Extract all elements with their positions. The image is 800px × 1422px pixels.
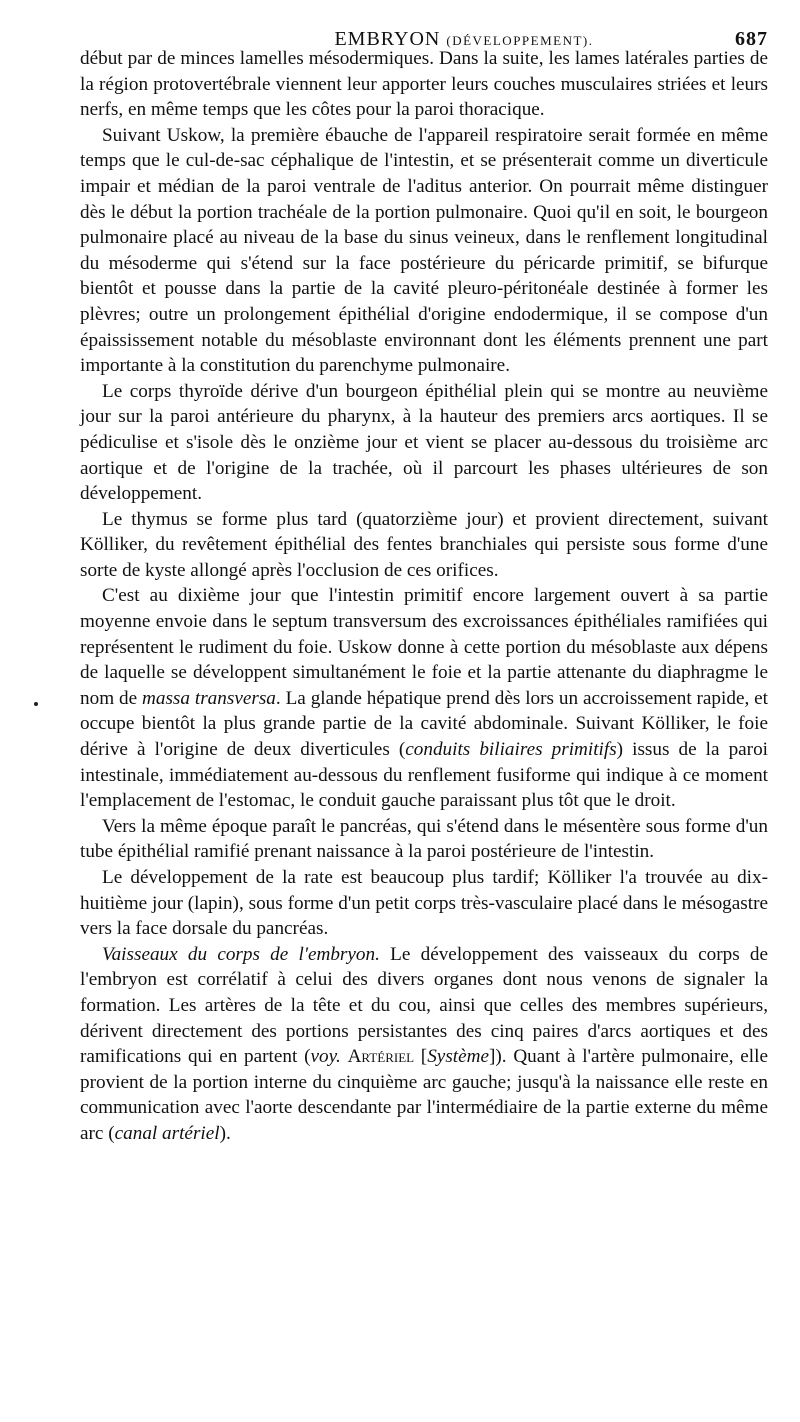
paragraph-8 <box>80 942 768 1147</box>
document-page <box>80 0 768 1422</box>
paragraph-4: Le thymus se forme plus tard (quatorzième jour) et provient directement, suivant Kölliker, du revêtement épithélial des fentes branchiales qui persiste sous forme d'une sorte de kyste allongé après l'occlusion de ces orifices. <box>80 508 768 581</box>
running-head <box>80 0 768 50</box>
paragraph-5-text-a: C'est au dixième jour que l'intestin primitif encore largement ouvert à sa partie moyenne envoie dans le septum transversum des excroissances épithéliales ramifiées qui représentent le rudiment du foie. Uskow donne à cette portion du mésoblaste aux dépens de laquelle se développent simultanément le foie et la partie attenante du diaphragme le nom de <box>80 585 768 709</box>
cross-ref-arteriel: Artériel <box>347 1046 415 1068</box>
paragraph-5 <box>80 583 768 813</box>
cross-ref-bracket: [ <box>414 1046 428 1068</box>
paragraph-8-text-c: ). <box>219 1122 231 1144</box>
paragraph-7: Le développement de la rate est beaucoup plus tardif; Kölliker l'a trouvée au dix-huitième jour (lapin), sous forme d'un petit corps très-vasculaire placé dans le mésogastre vers la face dorsale du pancréas. <box>80 867 768 940</box>
paragraph-8-text-b: ]). Quant à l'artère pulmonaire, elle provient de la portion interne du cinquième arc gauche; jusqu'à la naissance elle reste en communication avec l'aorte descendante par l'intermédiaire de la partie externe du même arc ( <box>80 1046 768 1144</box>
paragraph-6: Vers la même époque paraît le pancréas, qui s'étend dans le mésentère sous forme d'un tube épithélial ramifié prenant naissance à la paroi postérieure de l'intestin. <box>80 815 768 863</box>
cross-ref-voy: voy. <box>310 1046 341 1068</box>
body-text <box>80 46 768 1147</box>
term-canal-arteriel: canal artériel <box>114 1122 220 1144</box>
paragraph-2: Suivant Uskow, la première ébauche de l'appareil respiratoire serait formée en même temps que le cul-de-sac céphalique de l'intestin, et se présenterait comme un diverticule impair et médian de la paroi ventrale de l'aditus anterior. On pourrait même distinguer dès le début la portion trachéale de la portion pulmonaire. Quoi qu'il en soit, le bourgeon pulmonaire placé au niveau de la base du sinus veineux, dans le renflement longitudinal du mésoderme qui s'étend sur la face postérieure du péricarde primitif, se bifurque bientôt et pousse dans la partie de la cavité pleuro-péritonéale destinée à former les plèvres; outre un prolongement épithélial d'origine endodermique, il se compose d'un épaississement notable du mésoblaste environnant dont les éléments prennent une part importante à la constitution du parenchyme pulmonaire. <box>80 124 768 377</box>
running-title <box>80 28 768 51</box>
running-title-main: EMBRYON <box>334 28 441 50</box>
paragraph-3: Le corps thyroïde dérive d'un bourgeon épithélial plein qui se montre au neuvième jour sur la paroi antérieure du pharynx, à la hauteur des premiers arcs aortiques. Il se pédiculise et s'isole dès le onzième jour et vient se placer au-dessous du troisième arc aortique et de l'origine de la trachée, où il parcourt les phases ultérieures de son développement. <box>80 380 768 505</box>
print-speck <box>34 702 38 706</box>
page-number: 687 <box>735 28 768 50</box>
paragraph-5-text-b: . La glande hépatique prend dès lors un accroissement rapide, et occupe bientôt la plus grande partie de la cavité abdominale. Suivant Kölliker, le foie dérive à l'origine de deux diverticules ( <box>80 687 768 761</box>
cross-ref-systeme: Système <box>427 1046 490 1068</box>
paragraph-1: début par de minces lamelles mésodermiques. Dans la suite, les lames latérales parties de la région protovertébrale viennent leur apporter leurs couches musculaires striées et leurs nerfs, en même temps que les côtes pour la paroi thoracique. <box>80 48 768 121</box>
paragraph-5-term-conduits: conduits biliaires primitifs <box>405 739 617 761</box>
paragraph-8-text-a: Le développement des vaisseaux du corps de l'embryon est corrélatif à celui des divers organes dont nous venons de signaler la formation. Les artères de la tête et du cou, ainsi que celles des membres supérieurs, dérivent directement des portions persistantes des cinq paires d'arcs aortiques et des ramifications qui en partent ( <box>80 943 768 1068</box>
paragraph-5-term-massa: massa transversa <box>142 687 276 709</box>
section-heading-vaisseaux: Vaisseaux du corps de l'embryon. <box>102 943 380 965</box>
running-title-sub: (DÉVELOPPEMENT). <box>446 33 594 48</box>
paragraph-5-text-c: ) issus de la paroi intestinale, immédiatement au-dessous du renflement fusiforme qui indique à ce moment l'emplacement de l'estomac, le conduit gauche paraissant plus tôt que le droit. <box>80 739 768 812</box>
